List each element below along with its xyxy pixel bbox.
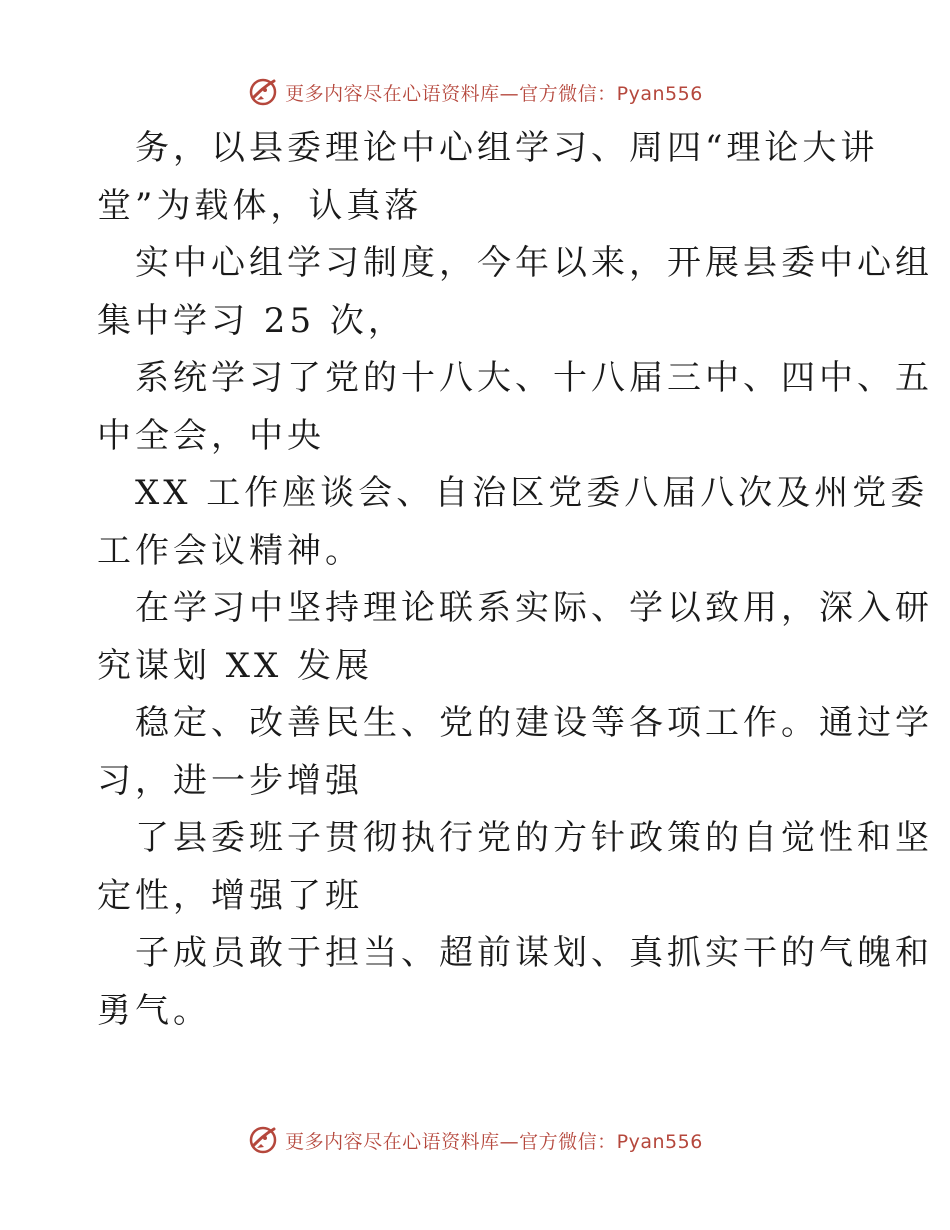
- paragraph-line: 稳定、改善民生、党的建设等各项工作。通过学: [135, 703, 933, 743]
- paragraph-line: 工作会议精神。: [97, 530, 363, 571]
- header-banner-text: 更多内容尽在心语资料库—官方微信：Pyan556: [285, 82, 703, 105]
- footer-banner-text: 更多内容尽在心语资料库—官方微信：Pyan556: [285, 1130, 703, 1153]
- paragraph-line: 勇气。: [97, 990, 211, 1031]
- pen-nib-logo-icon: [247, 76, 279, 108]
- paragraph-line: XX 工作座谈会、自治区党委八届八次及州党委: [135, 473, 929, 513]
- paragraph-line: 务，以县委理论中心组学习、周四“理论大讲: [135, 128, 879, 168]
- paragraph-line: 究谋划 XX 发展: [97, 645, 374, 686]
- paragraph-line: 堂”为载体，认真落: [97, 185, 423, 226]
- paragraph-line: 集中学习 25 次，: [97, 300, 406, 341]
- header-banner: [0, 72, 950, 112]
- paragraph-line: 子成员敢于担当、超前谋划、真抓实干的气魄和: [135, 933, 933, 973]
- document-body: [97, 120, 933, 1040]
- paragraph-line: 实中心组学习制度，今年以来，开展县委中心组: [135, 243, 933, 283]
- paragraph-line: 在学习中坚持理论联系实际、学以致用，深入研: [135, 588, 933, 628]
- footer-banner: [0, 1120, 950, 1160]
- pen-nib-logo-icon: [247, 1124, 279, 1156]
- paragraph-line: 定性，增强了班: [97, 875, 363, 916]
- paragraph-line: 习，进一步增强: [97, 760, 363, 801]
- paragraph-line: 中全会，中央: [97, 415, 325, 456]
- paragraph-line: 系统学习了党的十八大、十八届三中、四中、五: [135, 358, 933, 398]
- paragraph-line: 了县委班子贯彻执行党的方针政策的自觉性和坚: [135, 818, 933, 858]
